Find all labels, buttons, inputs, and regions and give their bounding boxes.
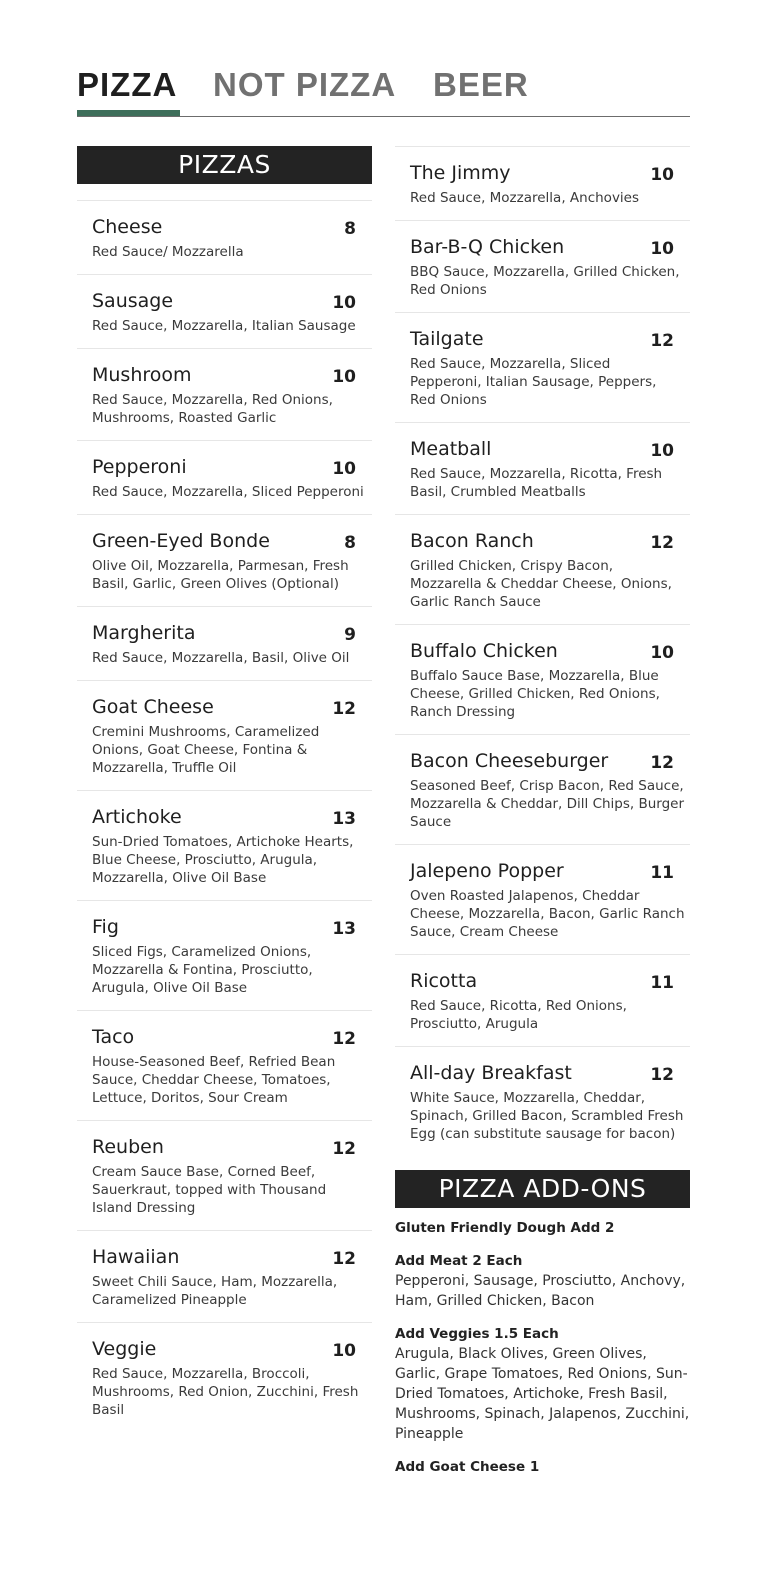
addon-veggie-title: Add Veggies 1.5 Each <box>395 1326 559 1342</box>
item-description: Cremini Mushrooms, Caramelized Onions, Goat Cheese, Fontina & Mozzarella, Truffle Oil <box>92 724 320 776</box>
addon-gluten: Gluten Friendly Dough Add 2 <box>395 1220 615 1236</box>
item-description: Seasoned Beef, Crisp Bacon, Red Sauce, Mozzarella & Cheddar, Dill Chips, Burger Sauce <box>410 778 685 830</box>
item-price: 11 <box>650 973 674 993</box>
right-pizza-list <box>395 146 690 1156</box>
menu-item <box>77 1322 372 1432</box>
item-price: 12 <box>650 331 674 351</box>
item-price: 13 <box>332 919 356 939</box>
item-price: 8 <box>344 219 356 239</box>
item-name: All-day Breakfast <box>410 1062 572 1084</box>
menu-item <box>395 220 690 312</box>
item-name: Meatball <box>410 438 492 460</box>
item-price: 10 <box>650 643 674 663</box>
addon-goat-title: Add Goat Cheese 1 <box>395 1459 540 1475</box>
item-description: Red Sauce, Mozzarella, Ricotta, Fresh Basil, Crumbled Meatballs <box>410 466 663 500</box>
item-name: Bar-B-Q Chicken <box>410 236 565 258</box>
item-name: Taco <box>92 1026 135 1048</box>
left-pizza-list <box>77 200 372 1432</box>
item-name: Artichoke <box>92 806 182 828</box>
item-description: Oven Roasted Jalapenos, Cheddar Cheese, Mozzarella, Bacon, Garlic Ranch Sauce, Cream Cheese <box>410 888 685 940</box>
menu-item <box>395 624 690 734</box>
item-price: 12 <box>332 1029 356 1049</box>
pizzas-header: PIZZAS <box>77 146 372 184</box>
menu-item <box>77 1120 372 1230</box>
addon-meat-desc: Pepperoni, Sausage, Prosciutto, Anchovy, Ham, Grilled Chicken, Bacon <box>395 1273 686 1309</box>
menu-item <box>77 790 372 900</box>
item-description: Olive Oil, Mozzarella, Parmesan, Fresh Basil, Garlic, Green Olives (Optional) <box>92 558 349 592</box>
menu-item <box>395 422 690 514</box>
item-description: Red Sauce, Mozzarella, Broccoli, Mushrooms, Red Onion, Zucchini, Fresh Basil <box>92 1366 359 1418</box>
menu-item <box>395 146 690 220</box>
item-description: Red Sauce, Mozzarella, Anchovies <box>410 190 640 206</box>
item-price: 10 <box>332 367 356 387</box>
item-name: Jalepeno Popper <box>410 860 564 882</box>
addons-list <box>395 1218 690 1477</box>
item-description: White Sauce, Mozzarella, Cheddar, Spinach, Grilled Bacon, Scrambled Fresh Egg (can substitute sausage for bacon) <box>410 1090 684 1142</box>
menu-item <box>77 274 372 348</box>
item-description: House-Seasoned Beef, Refried Bean Sauce, Cheddar Cheese, Tomatoes, Lettuce, Doritos, Sour Cream <box>92 1054 336 1106</box>
item-name: The Jimmy <box>410 162 511 184</box>
menu-item <box>77 900 372 1010</box>
item-description: Sweet Chili Sauce, Ham, Mozzarella, Caramelized Pineapple <box>92 1274 338 1308</box>
menu-item <box>77 1010 372 1120</box>
item-name: Mushroom <box>92 364 192 386</box>
item-name: Ricotta <box>410 970 478 992</box>
item-description: Red Sauce, Mozzarella, Sliced Pepperoni <box>92 484 364 500</box>
item-description: Red Sauce/ Mozzarella <box>92 244 244 260</box>
active-tab-indicator <box>77 110 180 116</box>
item-price: 10 <box>650 441 674 461</box>
menu-tabs <box>77 62 690 117</box>
item-description: Buffalo Sauce Base, Mozzarella, Blue Cheese, Grilled Chicken, Red Onions, Ranch Dressing <box>410 668 660 720</box>
item-name: Veggie <box>92 1338 157 1360</box>
menu-item <box>77 348 372 440</box>
item-price: 8 <box>344 533 356 553</box>
item-description: Red Sauce, Mozzarella, Italian Sausage <box>92 318 356 334</box>
addons-header: PIZZA ADD-ONS <box>395 1170 690 1208</box>
tab-pizza[interactable]: PIZZA <box>77 66 178 103</box>
item-description: Sliced Figs, Caramelized Onions, Mozzarella & Fontina, Prosciutto, Arugula, Olive Oil Base <box>92 944 313 996</box>
item-name: Cheese <box>92 216 163 238</box>
item-description: BBQ Sauce, Mozzarella, Grilled Chicken, Red Onions <box>410 264 680 298</box>
item-price: 11 <box>650 863 674 883</box>
item-price: 12 <box>332 699 356 719</box>
menu-item <box>395 1046 690 1156</box>
item-name: Bacon Cheeseburger <box>410 750 609 772</box>
item-price: 12 <box>650 533 674 553</box>
item-name: Hawaiian <box>92 1246 180 1268</box>
item-price: 10 <box>332 1341 356 1361</box>
item-price: 12 <box>332 1139 356 1159</box>
item-price: 9 <box>344 625 356 645</box>
item-name: Margherita <box>92 622 196 644</box>
menu-item <box>77 514 372 606</box>
item-name: Tailgate <box>410 328 484 350</box>
item-price: 13 <box>332 809 356 829</box>
item-description: Cream Sauce Base, Corned Beef, Sauerkraut, topped with Thousand Island Dressing <box>92 1164 327 1216</box>
addon-meat-title: Add Meat 2 Each <box>395 1253 523 1269</box>
tab-beer[interactable]: BEER <box>433 66 529 103</box>
item-price: 10 <box>332 459 356 479</box>
menu-item <box>395 312 690 422</box>
item-name: Buffalo Chicken <box>410 640 558 662</box>
menu-item <box>395 954 690 1046</box>
item-price: 12 <box>650 1065 674 1085</box>
menu-item <box>395 734 690 844</box>
item-name: Pepperoni <box>92 456 187 478</box>
item-price: 10 <box>650 165 674 185</box>
menu-item <box>77 440 372 514</box>
menu-item <box>395 514 690 624</box>
item-name: Green-Eyed Bonde <box>92 530 270 552</box>
left-column <box>77 146 372 1432</box>
item-name: Sausage <box>92 290 174 312</box>
menu-item <box>77 200 372 274</box>
item-description: Red Sauce, Ricotta, Red Onions, Prosciutto, Arugula <box>410 998 627 1032</box>
item-description: Grilled Chicken, Crispy Bacon, Mozzarella & Cheddar Cheese, Onions, Garlic Ranch Sauce <box>410 558 672 610</box>
item-name: Fig <box>92 916 119 938</box>
right-column <box>395 146 690 1477</box>
item-name: Reuben <box>92 1136 164 1158</box>
item-description: Sun-Dried Tomatoes, Artichoke Hearts, Blue Cheese, Prosciutto, Arugula, Mozzarella, Olive Oil Base <box>92 834 354 886</box>
item-price: 10 <box>650 239 674 259</box>
item-price: 12 <box>650 753 674 773</box>
item-description: Red Sauce, Mozzarella, Red Onions, Mushrooms, Roasted Garlic <box>92 392 333 426</box>
item-price: 10 <box>332 293 356 313</box>
item-name: Bacon Ranch <box>410 530 534 552</box>
menu-item <box>77 1230 372 1322</box>
menu-item <box>77 680 372 790</box>
menu-item <box>77 606 372 680</box>
addon-veggie-desc: Arugula, Black Olives, Green Olives, Garlic, Grape Tomatoes, Red Onions, Sun-Dried Tomatoes, Artichoke, Fresh Basil, Mushrooms, Spinach, Jalapenos, Zucchini, Pineapple <box>395 1346 690 1442</box>
tab-not-pizza[interactable]: NOT PIZZA <box>213 66 397 103</box>
item-name: Goat Cheese <box>92 696 214 718</box>
item-description: Red Sauce, Mozzarella, Sliced Pepperoni, Italian Sausage, Peppers, Red Onions <box>410 356 657 408</box>
menu-item <box>395 844 690 954</box>
item-description: Red Sauce, Mozzarella, Basil, Olive Oil <box>92 650 350 666</box>
item-price: 12 <box>332 1249 356 1269</box>
